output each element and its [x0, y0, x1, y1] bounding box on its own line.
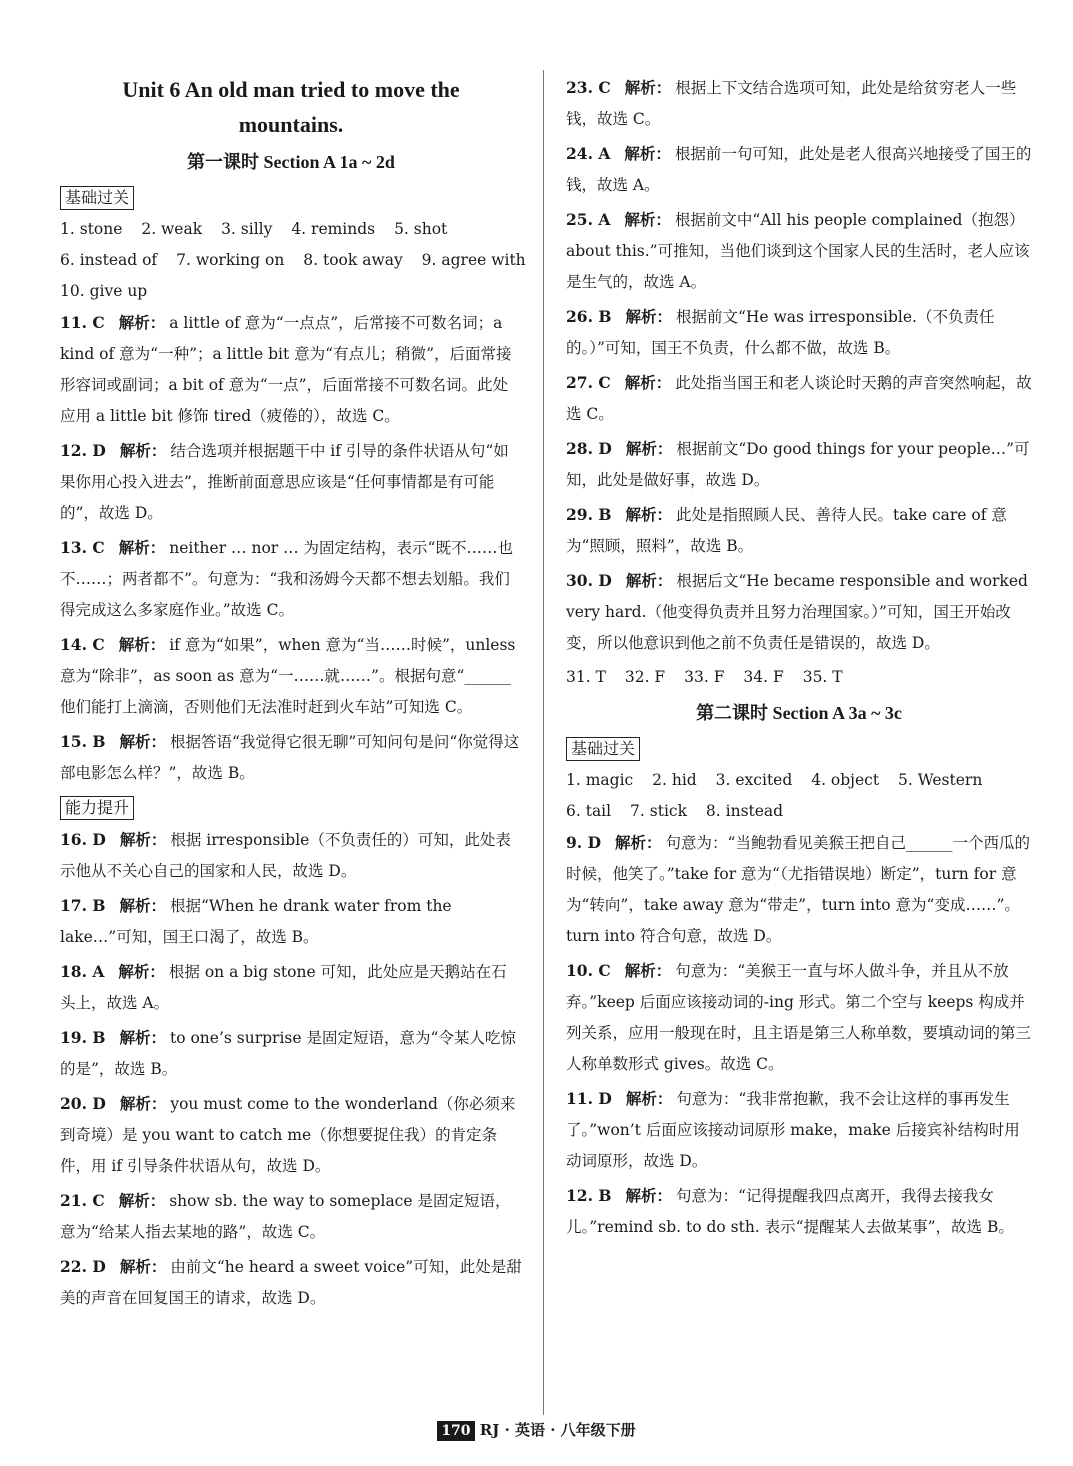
answer-item — [566, 204, 1032, 298]
answer-item — [566, 955, 1032, 1080]
answer-item — [60, 435, 522, 529]
analysis-text: 根据上下文结合选项可知，此处是给贫穷老人一些钱，故选 C。 — [566, 79, 1017, 128]
analysis-text: 根据“When he drank water from the lake…”可知，国王口渴了，故选 B。 — [60, 897, 452, 946]
question-number: 10. C — [566, 961, 611, 980]
answer-list — [566, 72, 1032, 659]
question-number: 12. B — [566, 1186, 612, 1205]
unit-title: Unit 6 An old man tried to move the mountains. — [122, 77, 460, 137]
analysis-label: 解析： — [615, 833, 662, 852]
analysis-label: 解析： — [118, 1191, 166, 1210]
answer-item — [60, 824, 522, 887]
analysis-text: 根据前文“He was irresponsible.（不负责任的。）”可知，国王不负责，什么都不做，故选 B。 — [566, 308, 995, 357]
answer-item — [60, 956, 522, 1019]
answer-item — [60, 1185, 522, 1248]
analysis-text: 根据前文“Do good things for your people…”可知，此处是做好事，故选 D。 — [566, 440, 1030, 489]
answer-item — [566, 301, 1032, 364]
right-column — [566, 72, 1032, 1246]
question-number: 29. B — [566, 505, 612, 524]
answer-item — [566, 367, 1032, 430]
analysis-label: 解析： — [624, 210, 671, 229]
analysis-text: 根据 on a big stone 可知，此处应是天鹅站在石头上，故选 A。 — [60, 963, 507, 1012]
analysis-label: 解析： — [625, 307, 672, 326]
question-number: 11. D — [566, 1089, 612, 1108]
answer-item — [60, 532, 522, 626]
vocab-line: 1. magic 2. hid 3. excited 4. object 5. Western — [566, 771, 983, 789]
analysis-label: 解析： — [624, 78, 672, 97]
column-divider — [543, 70, 544, 1415]
analysis-label: 解析： — [625, 505, 672, 524]
question-number: 18. A — [60, 962, 105, 981]
question-number: 21. C — [60, 1191, 105, 1210]
question-number: 16. D — [60, 830, 106, 849]
true-false-answers: 31. T 32. F 33. F 34. F 35. T — [566, 668, 843, 686]
answer-item — [566, 72, 1032, 135]
analysis-label: 解析： — [625, 439, 673, 458]
answer-item — [566, 138, 1032, 201]
section-label-basic: 基础过关 — [60, 186, 134, 210]
analysis-text: 根据后文“He became responsible and worked very hard.（他变得负责并且努力治理国家。）”可知，国王开始改变，所以他意识到他之前不负责任是错误的，故选 D。 — [566, 572, 1028, 652]
analysis-text: 根据前文中“All his people complained（抱怨）about this.”可推知，当他们谈到这个国家人民的生活时，老人应该是生气的，故选 A。 — [566, 211, 1030, 291]
question-number: 28. D — [566, 439, 612, 458]
question-number: 17. B — [60, 896, 106, 915]
analysis-text: 根据答语“我觉得它很无聊”可知问句是问“你觉得这部电影怎么样？”，故选 B。 — [60, 733, 520, 782]
analysis-text: neither … nor … 为固定结构，表示“既不……也不……；两者都不”。句意为：“我和汤姆今天都不想去划船。我们得完成这么多家庭作业。”故选 C。 — [60, 539, 513, 619]
question-number: 11. C — [60, 313, 105, 332]
question-number: 9. D — [566, 833, 602, 852]
page-number: 170 — [437, 1421, 474, 1441]
analysis-text: show sb. the way to someplace 是固定短语，意为“给某人指去某地的路”，故选 C。 — [60, 1192, 511, 1241]
answer-list — [60, 307, 522, 789]
analysis-label: 解析： — [625, 571, 673, 590]
lesson-title: 第二课时 Section A 3a ~ 3c — [696, 703, 902, 723]
analysis-text: 由前文“he heard a sweet voice”可知，此处是甜美的声音在回复国王的请求，故选 D。 — [60, 1258, 522, 1307]
analysis-text: to one’s surprise 是固定短语，意为“令某人吃惊的是”，故选 B。 — [60, 1029, 516, 1078]
analysis-label: 解析： — [624, 144, 671, 163]
question-number: 15. B — [60, 732, 106, 751]
analysis-text: 根据前一句可知，此处是老人很高兴地接受了国王的钱，故选 A。 — [566, 145, 1032, 194]
answer-list — [566, 827, 1032, 1243]
question-number: 20. D — [60, 1094, 106, 1113]
analysis-label: 解析： — [119, 1094, 167, 1113]
analysis-text: 结合选项并根据题干中 if 引导的条件状语从句“如果你用心投入进去”，推断前面意思应该是“任何事情都是有可能的”，故选 D。 — [60, 442, 509, 522]
analysis-label: 解析： — [119, 896, 166, 915]
analysis-text: you must come to the wonderland（你必须来到奇境）是 you want to catch me（你想要捉住我）的肯定条件，用 if 引导条件状语从句，故选 D。 — [60, 1095, 516, 1175]
analysis-text: 句意为：“美猴王一直与坏人做斗争，并且从不放弃。”keep 后面应该接动词的-ing 形式。第二个空与 keeps 构成并列关系，应用一般现在时，且主语是第三人称单数，要填动词的第三人称单数形式 gives。故选 C。 — [566, 962, 1032, 1073]
analysis-text: a little of 意为“一点点”，后常接不可数名词；a kind of 意为“一种”；a little bit 意为“有点儿；稍微”，后面常接形容词或副词；a bit of 意为“一点”，后面常接不可数名词。此处应用 a little bit 修饰 tired（疲倦的），故选 C。 — [60, 314, 512, 425]
vocab-line: 10. give up — [60, 282, 148, 300]
page-footer — [0, 1418, 1073, 1442]
vocab-line: 1. stone 2. weak 3. silly 4. reminds 5. shot — [60, 220, 448, 238]
analysis-text: 根据 irresponsible（不负责任的）可知，此处表示他从不关心自己的国家和人民，故选 D。 — [60, 831, 511, 880]
question-number: 24. A — [566, 144, 611, 163]
lesson-title: 第一课时 Section A 1a ~ 2d — [187, 152, 395, 172]
analysis-label: 解析： — [624, 373, 672, 392]
vocab-answers — [60, 214, 526, 307]
analysis-text: 句意为：“我非常抱歉，我不会让这样的事再发生了。”won’t 后面应该接动词原形 make，make 后接宾补结构时用动词原形，故选 D。 — [566, 1090, 1020, 1170]
answer-item — [60, 890, 522, 953]
analysis-label: 解析： — [119, 1028, 166, 1047]
analysis-label: 解析： — [118, 962, 165, 981]
answer-item — [60, 1088, 522, 1182]
analysis-label: 解析： — [119, 830, 167, 849]
analysis-label: 解析： — [118, 313, 166, 332]
analysis-label: 解析： — [625, 1186, 672, 1205]
answer-item — [60, 629, 522, 723]
answer-list — [60, 824, 522, 1314]
analysis-text: 句意为：“当鲍勃看见美猴王把自己______一个西瓜的时候，他笑了。”take for 意为“（尤指错误地）断定”，turn for 意为“转向”，take away 意为“带走”，turn into 意为“变成……”。turn into 符合句意，故选 D。 — [566, 834, 1030, 945]
vocab-answers — [566, 765, 1032, 827]
analysis-label: 解析： — [119, 1257, 167, 1276]
answer-item — [566, 1083, 1032, 1177]
answer-item — [566, 433, 1032, 496]
answer-item — [566, 827, 1032, 952]
question-number: 14. C — [60, 635, 105, 654]
vocab-line: 6. tail 7. stick 8. instead — [566, 802, 784, 820]
answer-item — [60, 1022, 522, 1085]
question-number: 30. D — [566, 571, 612, 590]
question-number: 13. C — [60, 538, 105, 557]
left-column — [60, 72, 526, 1317]
analysis-text: if 意为“如果”，when 意为“当……时候”，unless 意为“除非”，as soon as 意为“一……就……”。根据句意“______ 他们能打上滴滴，否则他们无法准时赶到火车站”可知选 C。 — [60, 636, 516, 716]
question-number: 25. A — [566, 210, 611, 229]
answer-item — [60, 307, 522, 432]
analysis-text: 此处是指照顾人民、善待人民。take care of 意为“照顾，照料”，故选 B。 — [566, 506, 1007, 555]
answer-item — [60, 726, 522, 789]
analysis-label: 解析： — [119, 441, 167, 460]
answer-item — [566, 499, 1032, 562]
section-label-basic: 基础过关 — [566, 737, 640, 761]
analysis-label: 解析： — [119, 732, 166, 751]
question-number: 22. D — [60, 1257, 106, 1276]
answer-item — [60, 1251, 522, 1314]
section-label-ability: 能力提升 — [60, 796, 134, 820]
analysis-label: 解析： — [118, 635, 166, 654]
question-number: 23. C — [566, 78, 611, 97]
question-number: 19. B — [60, 1028, 106, 1047]
analysis-label: 解析： — [625, 1089, 673, 1108]
question-number: 27. C — [566, 373, 611, 392]
analysis-text: 句意为：“记得提醒我四点离开，我得去接我女儿。”remind sb. to do sth. 表示“提醒某人去做某事”，故选 B。 — [566, 1187, 1014, 1236]
answer-item — [566, 565, 1032, 659]
vocab-line: 6. instead of 7. working on 8. took away 9. agree with — [60, 251, 526, 269]
question-number: 12. D — [60, 441, 106, 460]
answer-item — [566, 1180, 1032, 1243]
footer-text: RJ · 英语 · 八年级下册 — [479, 1421, 636, 1439]
analysis-label: 解析： — [624, 961, 672, 980]
analysis-label: 解析： — [118, 538, 166, 557]
analysis-text: 此处指当国王和老人谈论时天鹅的声音突然响起，故选 C。 — [566, 374, 1032, 423]
question-number: 26. B — [566, 307, 612, 326]
